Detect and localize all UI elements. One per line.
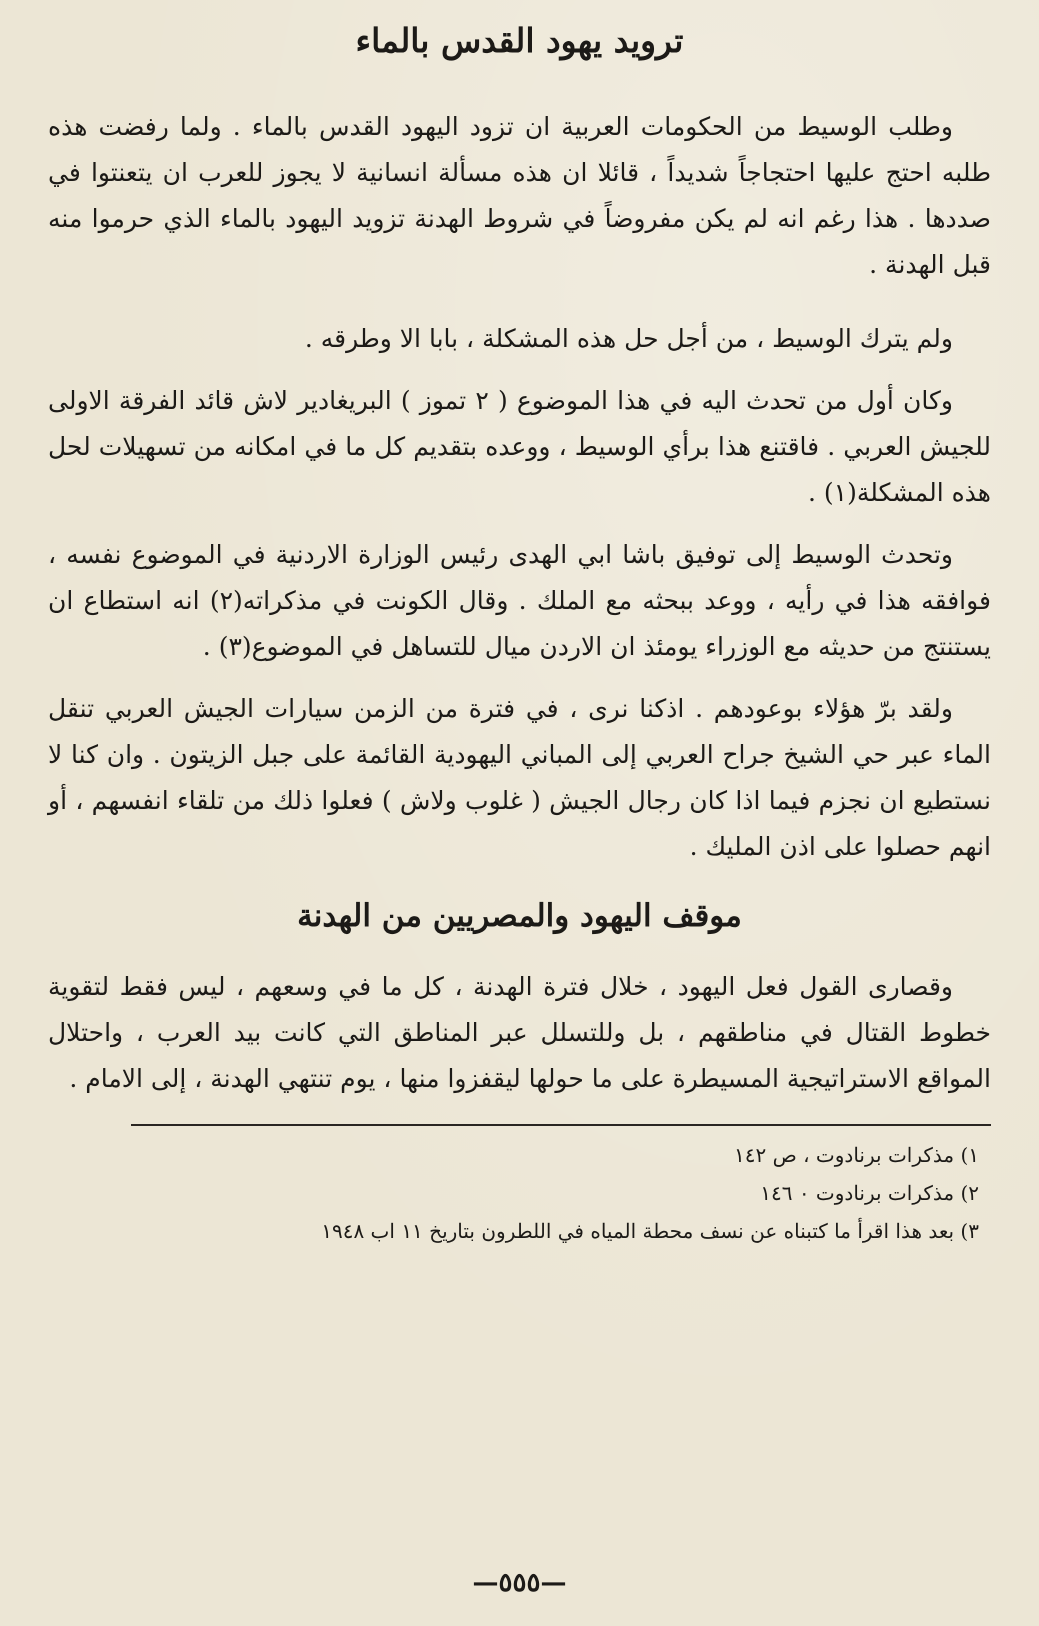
paragraph-2: ولم يترك الوسيط ، من أجل حل هذه المشكلة ، بابا الا وطرقه .: [304, 324, 953, 353]
paragraph-4: وتحدث الوسيط إلى توفيق باشا ابي الهدى رئيس الوزارة الاردنية في الموضوع نفسه ، فوافقه هذا في رأيه ، ووعد ببحثه مع الملك . وقال الكونت في مذكراته(٢) انه استطاع ان يستنتج من حديثه مع الوزراء يومئذ ان الاردن ميال للتساهل في الموضوع(٣) .: [48, 540, 991, 661]
section-title: ترويد يهود القدس بالماء: [355, 21, 684, 60]
footnote-1: ١) مذكرات برنادوت ، ص ١٤٢: [733, 1143, 979, 1167]
footnotes: [48, 1136, 979, 1250]
paragraph-6: وقصارى القول فعل اليهود ، خلال فترة الهدنة ، كل ما في وسعهم ، ليس فقط لتقوية خطوط القتال في مناطقهم ، بل وللتسلل عبر المناطق التي كانت بيد العرب ، واحتلال المواقع الاستراتيجية المسيطرة على ما حولها ليقفزوا منها ، يوم تنتهي الهدنة ، إلى الامام .: [48, 972, 991, 1093]
footnote-3: ٣) بعد هذا اقرأ ما كتبناه عن نسف محطة المياه في اللطرون بتاريخ ١١ اب ١٩٤٨: [321, 1219, 979, 1243]
paragraph-3: وكان أول من تحدث اليه في هذا الموضوع ( ٢ تموز ) البريغادير لاش قائد الفرقة الاولى للجيش العربي . فاقتنع هذا برأي الوسيط ، ووعده بتقديم كل ما في امكانه من تسهيلات لحل هذه المشكلة(١) .: [48, 386, 991, 507]
paragraph-5: ولقد برّ هؤلاء بوعودهم . اذكنا نرى ، في فترة من الزمن سيارات الجيش العربي تنقل الماء عبر حي الشيخ جراح العربي إلى المباني اليهودية القائمة على جبل الزيتون . وان كنا لا نستطيع ان نجزم فيما اذا كان رجال الجيش ( غلوب ولاش ) فعلوا ذلك من تلقاء انفسهم ، أو انهم حصلوا على اذن المليك .: [48, 694, 991, 861]
footnote-divider: [131, 1124, 991, 1126]
section-subtitle: موقف اليهود والمصريين من الهدنة: [297, 898, 742, 934]
footnote-2: ٢) مذكرات برنادوت ٠ ١٤٦: [760, 1181, 979, 1205]
page-number: —٥٥٥—: [472, 1568, 567, 1598]
paragraph-1: وطلب الوسيط من الحكومات العربية ان تزود اليهود القدس بالماء . ولما رفضت هذه طلبه احتج عليها احتجاجاً شديداً ، قائلا ان هذه مسألة انسانية لا يجوز للعرب ان يتعنتوا في صددها . هذا رغم انه لم يكن مفروضاً في شروط الهدنة تزويد اليهود بالماء الذي حرموا منه قبل الهدنة .: [48, 112, 991, 279]
